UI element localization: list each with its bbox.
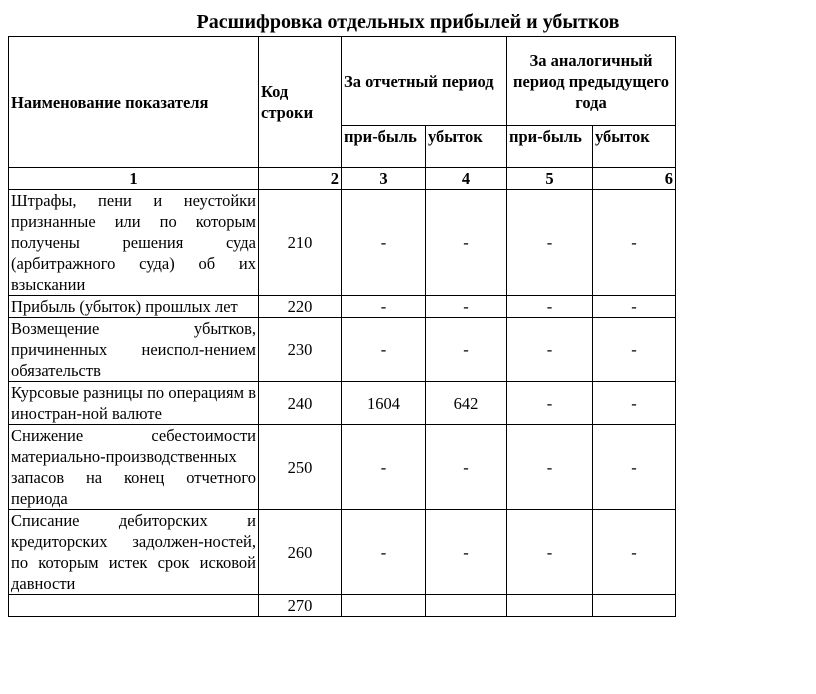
header-previous-period: За аналогичный период предыдущего года xyxy=(507,37,676,126)
cell-current-loss: - xyxy=(426,190,507,296)
row-code: 270 xyxy=(259,595,342,617)
header-row xyxy=(9,37,676,126)
table-row xyxy=(9,382,676,425)
table-row xyxy=(9,595,676,617)
row-code: 210 xyxy=(259,190,342,296)
column-number: 3 xyxy=(342,168,426,190)
cell-current-loss xyxy=(426,595,507,617)
header-previous-profit: при-быль xyxy=(507,126,593,168)
row-code: 230 xyxy=(259,318,342,382)
table-row xyxy=(9,425,676,510)
cell-current-loss: - xyxy=(426,425,507,510)
row-name: Возмещение убытков, причиненных неиспол-нением обязательств xyxy=(9,318,259,382)
cell-previous-profit: - xyxy=(507,318,593,382)
cell-current-profit: - xyxy=(342,510,426,595)
column-number: 4 xyxy=(426,168,507,190)
cell-current-profit: 1604 xyxy=(342,382,426,425)
cell-current-loss: - xyxy=(426,510,507,595)
table-row xyxy=(9,296,676,318)
header-current-profit: при-быль xyxy=(342,126,426,168)
table-row xyxy=(9,510,676,595)
row-code: 240 xyxy=(259,382,342,425)
cell-previous-profit: - xyxy=(507,296,593,318)
table-row xyxy=(9,318,676,382)
cell-current-profit xyxy=(342,595,426,617)
document-title: Расшифровка отдельных прибылей и убытков xyxy=(196,11,620,33)
cell-current-profit: - xyxy=(342,190,426,296)
cell-previous-profit: - xyxy=(507,190,593,296)
cell-previous-profit: - xyxy=(507,510,593,595)
cell-previous-loss xyxy=(593,595,676,617)
cell-previous-loss: - xyxy=(593,425,676,510)
column-numbers-row xyxy=(9,168,676,190)
cell-previous-profit: - xyxy=(507,382,593,425)
cell-previous-loss: - xyxy=(593,510,676,595)
cell-current-loss: 642 xyxy=(426,382,507,425)
column-number: 5 xyxy=(507,168,593,190)
table-row xyxy=(9,190,676,296)
report-table xyxy=(8,36,676,617)
row-name: Снижение себестоимости материально-производственных запасов на конец отчетного периода xyxy=(9,425,259,510)
cell-previous-loss: - xyxy=(593,382,676,425)
row-name: Списание дебиторских и кредиторских задолжен-ностей, по которым истек срок исковой давности xyxy=(9,510,259,595)
column-number: 6 xyxy=(593,168,676,190)
cell-current-profit: - xyxy=(342,296,426,318)
cell-previous-loss: - xyxy=(593,296,676,318)
cell-current-loss: - xyxy=(426,318,507,382)
row-code: 220 xyxy=(259,296,342,318)
header-current-loss: убыток xyxy=(426,126,507,168)
cell-previous-profit: - xyxy=(507,425,593,510)
cell-previous-profit xyxy=(507,595,593,617)
header-name: Наименование показателя xyxy=(9,37,259,168)
column-number: 2 xyxy=(259,168,342,190)
cell-current-loss: - xyxy=(426,296,507,318)
header-previous-loss: убыток xyxy=(593,126,676,168)
row-code: 260 xyxy=(259,510,342,595)
column-number: 1 xyxy=(9,168,259,190)
cell-previous-loss: - xyxy=(593,190,676,296)
row-name: Штрафы, пени и неустойки признанные или по которым получены решения суда (арбитражного суда) об их взыскании xyxy=(9,190,259,296)
row-code: 250 xyxy=(259,425,342,510)
row-name xyxy=(9,595,259,617)
cell-previous-loss: - xyxy=(593,318,676,382)
cell-current-profit: - xyxy=(342,425,426,510)
header-current-period: За отчетный период xyxy=(342,37,507,126)
row-name: Прибыль (убыток) прошлых лет xyxy=(9,296,259,318)
row-name: Курсовые разницы по операциям в иностран-ной валюте xyxy=(9,382,259,425)
header-code: Код строки xyxy=(259,37,342,168)
cell-current-profit: - xyxy=(342,318,426,382)
